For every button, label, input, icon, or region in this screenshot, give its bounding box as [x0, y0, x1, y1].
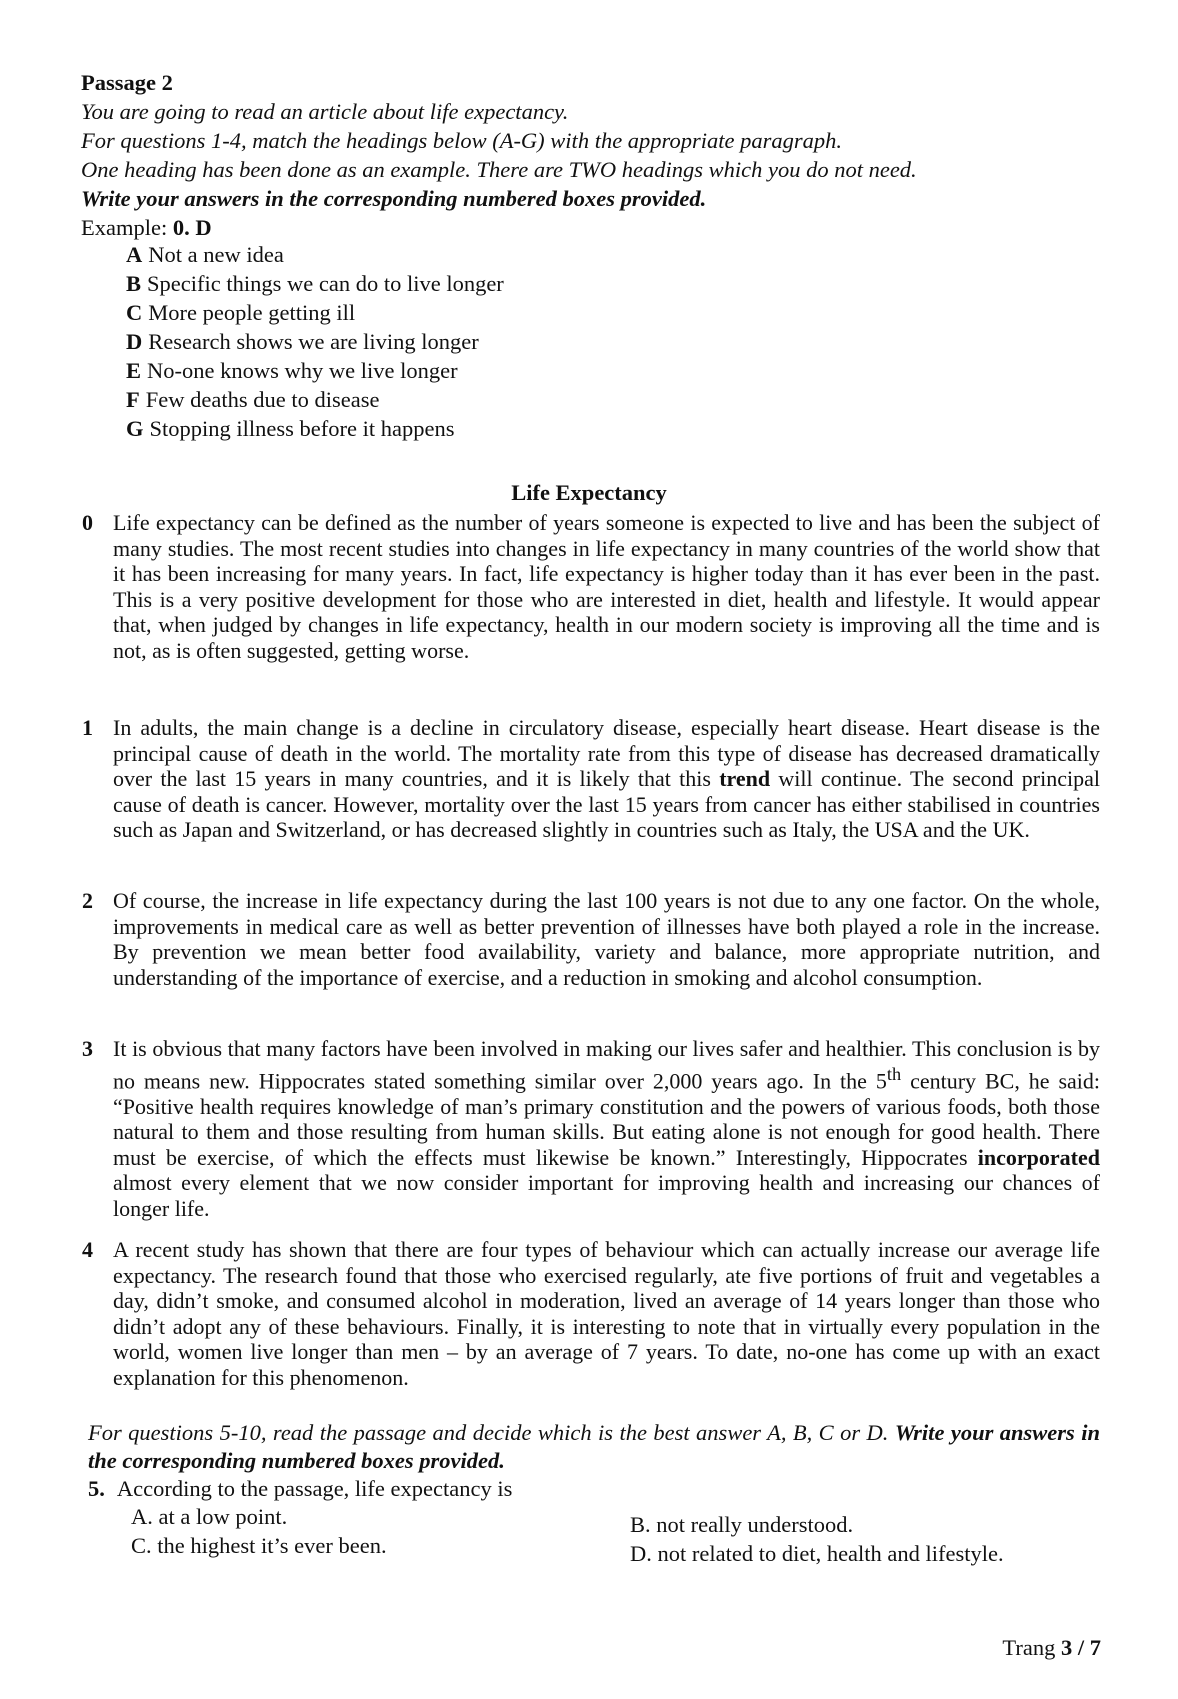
heading-item-d [126, 327, 504, 356]
paragraph-text: will continue. The second principal cause of death is cancer. However, mortality over the last 15 years from cancer has either stabilised in countries such as Japan and Switzerland, or has decreased slightly in countries such as Italy, the USA and the UK. [113, 766, 1100, 843]
heading-item-c [126, 298, 504, 327]
instruction-line-4: Write your answers in the corresponding numbered boxes provided. [81, 186, 707, 211]
paragraph-number: 0 [82, 510, 93, 535]
heading-item-f [126, 385, 504, 414]
option-b: B. not really understood. [630, 1512, 854, 1537]
heading-letter: E [126, 358, 142, 383]
question-number: 5. [88, 1476, 105, 1501]
heading-text: Not a new idea [148, 242, 284, 267]
mcq-instructions [88, 1419, 1100, 1475]
option-d: D. not related to diet, health and lifestyle. [630, 1541, 1004, 1566]
question-stem: According to the passage, life expectancy is [116, 1476, 513, 1501]
keyword-trend: trend [719, 766, 771, 792]
heading-text: Research shows we are living longer [148, 329, 479, 354]
instruction-line-2: For questions 1-4, match the headings below (A-G) with the appropriate paragraph. [81, 128, 842, 153]
heading-letter: G [126, 416, 144, 441]
paragraph-0: Life expectancy can be defined as the number of years someone is expected to live and has been the subject of many studies. The most recent studies into changes in life expectancy in many countries of the world show that it has been increasing for many years. In fact, life expectancy is higher today than it has ever been in the past. This is a very positive development for those who are interested in diet, health and lifestyle. It would appear that, when judged by changes in life expectancy, health in our modern society is improving all the time and is not, as is often suggested, getting worse. [113, 510, 1100, 663]
instruction-line-3: One heading has been done as an example. There are TWO headings which you do not need. [81, 157, 917, 182]
example-line [81, 213, 1081, 242]
paragraph-text: almost every element that we now consider important for improving health and increasing our chances of longer life. [113, 1170, 1100, 1221]
heading-item-b [126, 269, 504, 298]
article-title: Life Expectancy [511, 480, 667, 505]
paragraph-1 [113, 715, 1100, 843]
heading-letter: B [126, 271, 142, 296]
keyword-incorporated: incorporated [977, 1144, 1100, 1170]
heading-letter: F [126, 387, 140, 412]
paragraph-4: A recent study has shown that there are four types of behaviour which can actually increase our average life expectancy. The research found that those who exercised regularly, ate five portions of fruit and vegetables a day, didn’t smoke, and consumed alcohol in moderation, lived an average of 14 years longer than those who didn’t adopt any of these behaviours. Finally, it is interesting to note that in virtually every population in the world, women live longer than men – by an average of 7 years. To date, no-one has come up with an exact explanation for this phenomenon. [113, 1237, 1100, 1390]
instructions-block [81, 68, 1081, 242]
paragraph-text: In adults, the main change is a decline in circulatory disease, especially heart disease. Heart disease is the principal cause of death in the world. The mortality rate from this type of disease has decreased dramatically over the last 15 years in many countries, and it is likely that this [113, 715, 1100, 792]
heading-item-a [126, 240, 504, 269]
paragraph-number: 1 [82, 715, 93, 740]
heading-item-e [126, 356, 504, 385]
instruction-line-1: You are going to read an article about life expectancy. [81, 99, 569, 124]
mcq-instructions-bold: Write your answers in the corresponding numbered boxes provided. [88, 1420, 1100, 1473]
heading-text: No-one knows why we live longer [147, 358, 458, 383]
mcq-instructions-italic: For questions 5-10, read the passage and decide which is the best answer A, B, C or D. [88, 1420, 895, 1445]
paragraph-number: 4 [82, 1237, 93, 1262]
paragraph-text: century BC, he said: “Positive health requires knowledge of man’s primary constitution and the powers of various foods, both those natural to them and those resulting from human skills. But eating alone is not enough for good health. There must be exercise, of which the effects must likewise be known.” Interestingly, Hippocrates [113, 1067, 1100, 1170]
footer-prefix: Trang [1002, 1635, 1056, 1660]
paragraph-3 [113, 1036, 1100, 1221]
paragraph-2: Of course, the increase in life expectancy during the last 100 years is not due to any one factor. On the whole, improvements in medical care as well as better prevention of illnesses have both played a role in the increase. By prevention we mean better food availability, variety and balance, more appropriate nutrition, and understanding of the importance of exercise, and a reduction in smoking and alcohol consumption. [113, 888, 1100, 990]
heading-item-g [126, 414, 504, 443]
example-answer: 0. D [172, 215, 212, 240]
heading-text: Stopping illness before it happens [149, 416, 455, 441]
option-c: C. the highest it’s ever been. [131, 1533, 387, 1558]
heading-letter: A [126, 242, 143, 267]
heading-text: Few deaths due to disease [145, 387, 380, 412]
paragraph-number: 3 [82, 1036, 93, 1061]
passage-label: Passage 2 [81, 70, 173, 95]
example-label: Example: [81, 215, 168, 240]
page-footer [1002, 1635, 1101, 1661]
question-5 [88, 1475, 512, 1503]
heading-letter: D [126, 329, 143, 354]
option-a: A. at a low point. [131, 1504, 288, 1529]
superscript-th: th [886, 1063, 902, 1084]
headings-list [126, 240, 504, 443]
paragraph-text: It is obvious that many factors have been involved in making our lives safer and healthier. This conclusion is by no means new. Hippocrates stated something similar over 2,000 years ago. In the 5 [113, 1036, 1100, 1093]
heading-text: More people getting ill [148, 300, 356, 325]
heading-text: Specific things we can do to live longer [147, 271, 504, 296]
paragraph-number: 2 [82, 888, 93, 913]
page-number: 3 / 7 [1060, 1635, 1101, 1660]
heading-letter: C [126, 300, 143, 325]
